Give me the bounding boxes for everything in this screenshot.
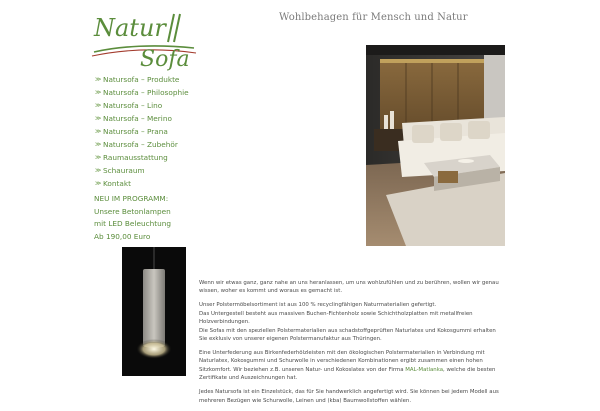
main-navigation (95, 73, 189, 190)
upholstery-text: Eine Unterfederung aus Birkenfederhölzleisten mit den ökologischen Polstermaterialien in Verbindung mit Naturlatex, Kokosgummi und Schurwolle in verschiedenen Kombinationen ergibt zusammen einen hohen Sitzkomfort. Wir beziehen z.B. unseren Natur- und Kokoslatex von der Firma (199, 350, 485, 373)
nav-item-label: Natursofa – Prana (103, 127, 168, 136)
materials-paragraph (199, 301, 504, 343)
svg-text:Sofa: Sofa (140, 47, 190, 72)
double-chevron-icon: ≫ (95, 154, 102, 161)
promo-line: mit LED Beleuchtung (94, 219, 171, 228)
double-chevron-icon: ≫ (95, 128, 102, 135)
double-chevron-icon: ≫ (95, 102, 102, 109)
logo[interactable] (90, 8, 198, 70)
double-chevron-icon: ≫ (95, 76, 102, 83)
nav-item-label: Natursofa – Lino (103, 101, 163, 110)
promo-line: Unsere Betonlampen (94, 206, 171, 216)
sofa-room-image (366, 45, 505, 246)
nav-item-merino[interactable] (95, 112, 189, 125)
double-chevron-icon: ≫ (95, 115, 102, 122)
nav-item-label: Natursofa – Produkte (103, 75, 180, 84)
nav-item-label: Schauraum (103, 166, 145, 175)
main-content (199, 279, 504, 411)
nav-item-lino[interactable] (95, 99, 189, 112)
concrete-lamp-photo (122, 247, 186, 376)
intro-paragraph: Wenn wir etwas ganz, ganz nahe an uns heranlassen, um uns wohlzufühlen und zu berühren, wollen wir genau wissen, woher es kommt und woraus es gemacht ist. (199, 280, 499, 295)
materials-line: Das Untergestell besteht aus massiven Buchen-Fichtenholz sowie Schichtholzplatten mit metallfreien Holzverbindungen. (199, 310, 473, 326)
upholstery-paragraph (199, 349, 504, 383)
promo-link[interactable] (94, 193, 171, 243)
mal-matlanka-link[interactable]: MAL-Matlanka (405, 366, 444, 373)
led-lamp-image (122, 247, 186, 376)
double-chevron-icon: ≫ (95, 141, 102, 148)
svg-text:Natur: Natur (94, 14, 166, 42)
promo-price: Ab 190,00 Euro (94, 231, 151, 241)
site-tagline: Wohlbehagen für Mensch und Natur (279, 12, 468, 23)
nav-item-label: Natursofa – Philosophie (103, 88, 189, 97)
living-room-photo (366, 45, 505, 246)
nav-item-raumausstattung[interactable] (95, 151, 189, 164)
double-chevron-icon: ≫ (95, 89, 102, 96)
materials-line: Die Sofas mit den speziellen Polstermaterialien aus schadstoffgeprüften Naturlatex und Kokosgummi erhalten Sie exklusiv von unserer eigenen Polstermanufaktur aus Thüringen. (199, 327, 496, 343)
nav-item-schauraum[interactable] (95, 164, 189, 177)
nav-item-kontakt[interactable] (95, 177, 189, 190)
nav-item-label: Raumausstattung (103, 153, 168, 162)
natursofa-logo-graphic (90, 8, 198, 70)
nav-item-philosophie[interactable] (95, 86, 189, 99)
nav-item-label: Natursofa – Merino (103, 114, 172, 123)
double-chevron-icon: ≫ (95, 167, 102, 174)
custom-paragraph: Jedes Natursofa ist ein Einzelstück, das für Sie handwerklich angefertigt wird. Sie können bei jedem Modell aus mehreren Bezügen wie Schurwolle, Leinen und (kba) Baumwollstoffen wählen. (199, 389, 499, 404)
promo-heading: NEU IM PROGRAMM: (94, 194, 169, 203)
nav-item-zubehoer[interactable] (95, 138, 189, 151)
double-chevron-icon: ≫ (95, 180, 102, 187)
upholstery-text-end: , welche die besten Zertifikate und Auszeichnungen hat. (199, 366, 496, 382)
nav-item-label: Natursofa – Zubehör (103, 140, 178, 149)
nav-item-produkte[interactable] (95, 73, 189, 86)
nav-item-prana[interactable] (95, 125, 189, 138)
materials-line: Unser Polstermöbelsortiment ist aus 100 % recyclingfähigen Naturmaterialien gefertigt. (199, 302, 437, 309)
nav-item-label: Kontakt (103, 179, 131, 188)
